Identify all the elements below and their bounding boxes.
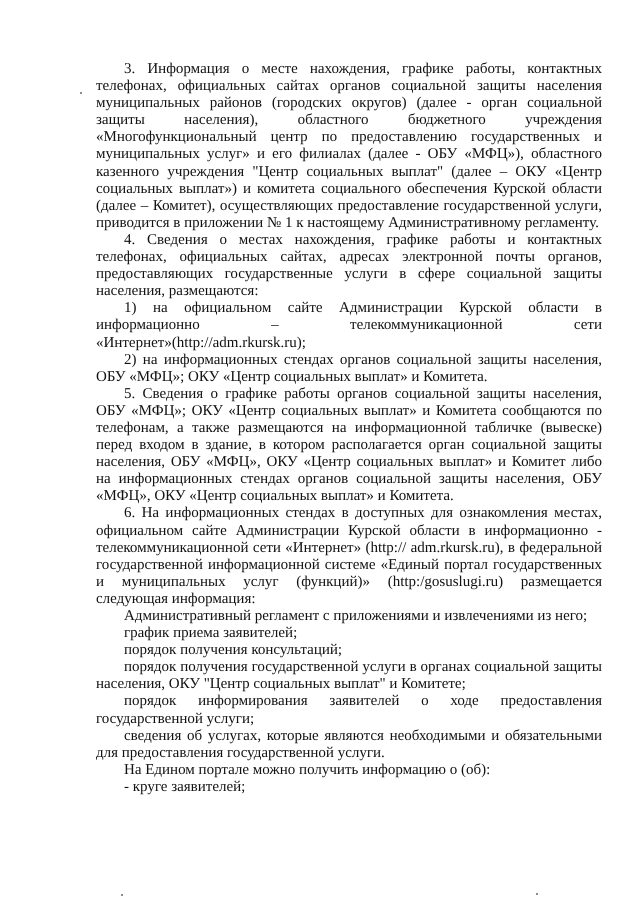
paragraph-5: 5. Сведения о графике работы органов социальной защиты населения, ОБУ «МФЦ»; ОКУ «Центр социальных выплат» и Комитета сообщаются по телефонам, а также размещаются на информационной табличке (вывеске) перед входом в здание, в котором располагается орган социальной защиты населения, ОБУ «МФЦ», ОКУ «Центр социальных выплат» и Комитет либо на информационных стендах органов социальной защиты населения, ОБУ «МФЦ», ОКУ «Центр социальных выплат» и Комитета.	[96, 385, 602, 505]
paragraph-4-item-2: 2) на информационных стендах органов социальной защиты населения, ОБУ «МФЦ»; ОКУ «Центр социальных выплат» и Комитета.	[96, 351, 602, 385]
info-item-informing-procedure: порядок информирования заявителей о ходе предоставления государственной услуги;	[96, 693, 602, 727]
portal-info-item-applicants: - круге заявителей;	[124, 778, 246, 795]
paragraph-6: 6. На информационных стендах в доступных для ознакомления местах, официальном сайте Администрации Курской области в информационно - телекоммуникационной сети «Интернет» (http:// adm.rkursk.ru), в федеральной государственной информационной системе «Единый портал государственных и муниципальных услуг (функций)» (http:/gosuslugi.ru) размещается следующая информация:	[96, 505, 602, 607]
info-item-schedule: график приема заявителей;	[124, 625, 298, 642]
info-item-consultations: порядок получения консультаций;	[124, 642, 343, 659]
info-item-regulation: Административный регламент с приложениями и извлечениями из него;	[124, 608, 588, 624]
portal-info-intro: На Едином портале можно получить информацию о (об):	[124, 761, 491, 778]
paragraph-3: 3. Информация о месте нахождения, графике работы, контактных телефонах, официальных сайтах органов социальной защиты населения муниципальных районов (городских округов) (далее - орган социальной защиты населения), областного бюджетного учреждения «Многофункциональный центр по предоставлению государственных и муниципальных услуг» и его филиалах (далее - ОБУ «МФЦ»), областного казенного учреждения "Центр социальных выплат" (далее – ОКУ «Центр социальных выплат») и комитета социального обеспечения Курской области (далее – Комитет), осуществляющих предоставление государственной услуги, приводится в приложении № 1 к настоящему Административному регламенту.	[96, 61, 602, 231]
paragraph-4-item-1: 1) на официальном сайте Администрации Курской области в информационно – телекоммуникационной сети «Интернет»(http://adm.rkursk.ru);	[96, 300, 602, 351]
paragraph-4: 4. Сведения о местах нахождения, графике работы и контактных телефонах, официальных сайтах, адресах электронной почты органов, предоставляющих государственные услуги в сфере социальной защиты населения, размещаются:	[96, 231, 602, 300]
info-item-required-services: сведения об услугах, которые являются необходимыми и обязательными для предоставления государственной услуги.	[96, 727, 602, 761]
scan-speck	[121, 894, 123, 896]
scan-speck	[536, 893, 538, 895]
info-item-service-procedure: порядок получения государственной услуги в органах социальной защиты населения, ОКУ "Центр социальных выплат" и Комитете;	[96, 659, 602, 693]
scan-speck	[80, 92, 82, 94]
document-body	[96, 61, 602, 796]
